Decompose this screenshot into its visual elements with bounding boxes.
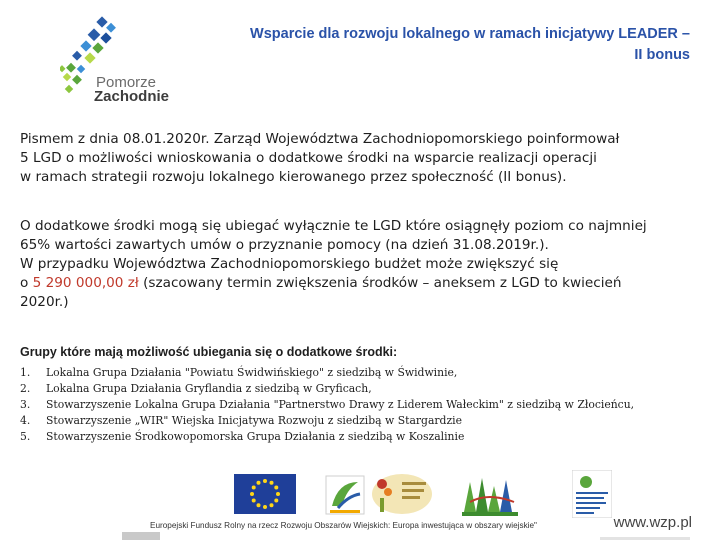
list-item <box>20 381 634 397</box>
groups-heading: Grupy które mają możliwość ubiegania się o dodatkowe środki: <box>20 345 398 359</box>
paragraph-eligibility <box>20 217 700 312</box>
page-title <box>130 24 690 66</box>
list-item-number: 2. <box>20 382 31 395</box>
paragraph1-line1: Pismem z dnia 08.01.2020r. Zarząd Województwa Zachodniopomorskiego poinformował <box>20 131 620 147</box>
wzp-rural-logo-icon <box>454 472 534 518</box>
paragraph1-line3: w ramach strategii rozwoju lokalnego kierowanego przez społeczność (II bonus). <box>20 169 567 185</box>
list-item-number: 5. <box>20 430 31 443</box>
list-item-number: 4. <box>20 414 31 427</box>
footer-url-link[interactable]: www.wzp.pl <box>613 514 692 531</box>
paragraph-announcement <box>20 130 700 187</box>
list-item-number: 3. <box>20 398 31 411</box>
list-item <box>20 413 634 429</box>
paragraph2-line3: W przypadku Województwa Zachodniopomorskiego budżet może zwiększyć się <box>20 256 559 272</box>
wiejska-polska-logo-icon <box>358 470 438 518</box>
paragraph2-line5: 2020r.) <box>20 294 69 310</box>
list-item <box>20 365 634 381</box>
paragraph2-line1: O dodatkowe środki mogą się ubiegać wyłącznie te LGD które osiągnęły poziom co najmniej <box>20 218 647 234</box>
list-item-text: Stowarzyszenie Środkowopomorska Grupa Działania z siedzibą w Koszalinie <box>46 430 465 443</box>
paragraph1-line2: 5 LGD o możliwości wnioskowania o dodatkowe środki na wsparcie realizacji operacji <box>20 150 597 166</box>
logo-text-pomorze: Pomorze <box>96 74 157 91</box>
page-title-line1: Wsparcie dla rozwoju lokalnego w ramach inicjatywy LEADER – <box>250 26 690 42</box>
list-item-text: Stowarzyszenie „WIR" Wiejska Inicjatywa Rozwoju z siedzibą w Stargardzie <box>46 414 463 427</box>
list-item-text: Lokalna Grupa Działania Gryflandia z siedzibą w Gryficach, <box>46 382 372 395</box>
eu-flag-icon <box>234 474 296 514</box>
list-item-text: Stowarzyszenie Lokalna Grupa Działania "Partnerstwo Drawy z Liderem Wałeckim" z siedzibą w Złocieńcu, <box>46 398 635 411</box>
footer-divider <box>122 532 160 540</box>
budget-amount: 5 290 000,00 zł <box>32 275 139 291</box>
list-item-number: 1. <box>20 366 31 379</box>
prow-logo-icon <box>572 470 612 518</box>
page-title-line2: II bonus <box>634 47 690 63</box>
list-item <box>20 429 634 445</box>
paragraph2-prefix: o <box>20 275 29 291</box>
paragraph2-line2: 65% wartości zawartych umów o przyznanie pomocy (na dzień 31.08.2019r.). <box>20 237 549 253</box>
list-item <box>20 397 634 413</box>
paragraph2-suffix: (szacowany termin zwiększenia środków – aneksem z LGD to kwiecień <box>143 275 622 291</box>
logo-text-zachodnie: Zachodnie <box>94 88 170 105</box>
partner-logos <box>228 470 708 520</box>
groups-list <box>20 365 634 445</box>
fund-footnote: Europejski Fundusz Rolny na rzecz Rozwoju Obszarów Wiejskich: Europa inwestująca w obszary wiejskie" <box>150 521 537 530</box>
list-item-text: Lokalna Grupa Działania "Powiatu Świdwińskiego" z siedzibą w Świdwinie, <box>46 366 458 379</box>
paragraph2-line4 <box>20 274 700 293</box>
